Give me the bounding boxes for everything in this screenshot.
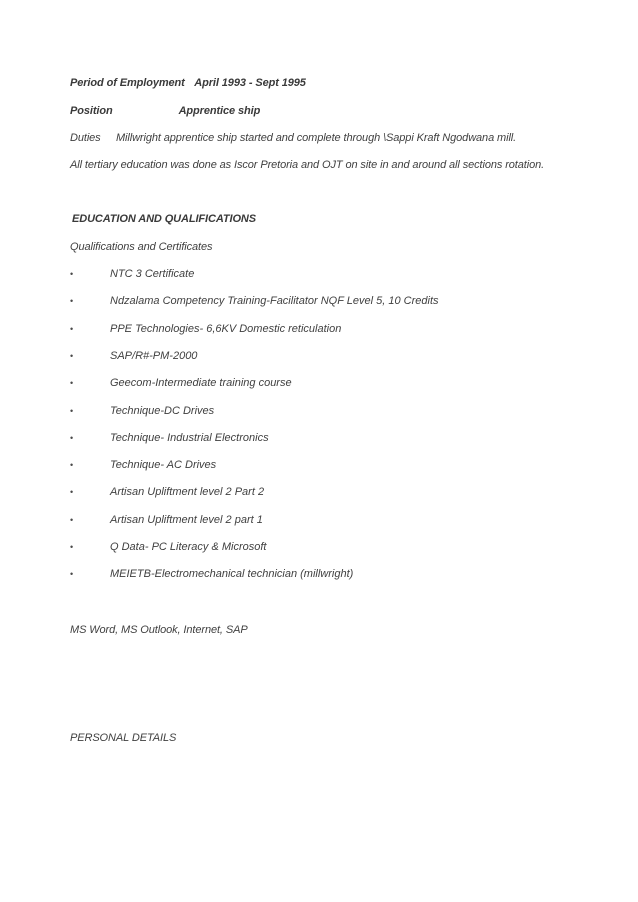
period-of-employment-line: [70, 77, 306, 89]
qualification-item: [70, 514, 263, 526]
duties-line: [70, 132, 516, 144]
tertiary-education-line: All tertiary education was done as Iscor Pretoria and OJT on site in and around all sections rotation.: [70, 159, 545, 171]
period-value: April 1993 - Sept 1995: [194, 77, 306, 89]
qualification-text: Ndzalama Competency Training-Facilitator NQF Level 5, 10 Credits: [110, 295, 439, 308]
bullet-icon: •: [70, 514, 74, 525]
bullet-icon: •: [70, 378, 74, 389]
qualification-item: [70, 541, 267, 553]
duties-label: Duties: [70, 132, 101, 144]
qualification-text: Technique- AC Drives: [110, 459, 217, 472]
qualification-text: Artisan Upliftment level 2 Part 2: [110, 486, 265, 499]
qualification-text: SAP/R#-PM-2000: [110, 349, 198, 362]
qualification-item: [70, 459, 216, 471]
bullet-icon: •: [70, 542, 74, 552]
qualification-text: Technique-DC Drives: [110, 404, 215, 417]
qualification-item: [70, 432, 269, 444]
personal-details-heading: PERSONAL DETAILS: [70, 732, 177, 744]
qualification-text: NTC 3 Certificate: [110, 268, 195, 280]
education-heading: EDUCATION AND QUALIFICATIONS: [72, 213, 256, 225]
bullet-icon: •: [70, 569, 74, 580]
qualification-item: [70, 323, 341, 335]
qualification-item: [70, 295, 439, 307]
qualification-item: [70, 350, 197, 362]
qualification-item: [70, 568, 353, 580]
duties-value: Millwright apprentice ship started and complete through \Sappi Kraft Ngodwana mill.: [115, 132, 517, 144]
position-label: Position: [70, 105, 113, 117]
qualification-text: Artisan Upliftment level 2 part 1: [110, 513, 263, 526]
qualification-text: MEIETB-Electromechanical technician (millwright): [110, 568, 354, 581]
qualification-item: [70, 486, 264, 498]
bullet-icon: •: [70, 487, 74, 498]
skills-line: MS Word, MS Outlook, Internet, SAP: [70, 624, 248, 636]
bullet-icon: •: [70, 269, 74, 279]
period-label: Period of Employment: [70, 77, 185, 89]
qualifications-subheading: Qualifications and Certificates: [70, 241, 213, 253]
position-line: [70, 105, 260, 117]
bullet-icon: •: [70, 432, 74, 443]
bullet-icon: •: [70, 296, 74, 307]
bullet-icon: •: [70, 323, 74, 334]
qualification-text: Technique- Industrial Electronics: [110, 431, 269, 444]
bullet-icon: •: [70, 405, 74, 416]
qualification-text: Q Data- PC Literacy & Microsoft: [110, 541, 267, 553]
qualification-text: PPE Technologies- 6,6KV Domestic reticulation: [110, 322, 342, 335]
bullet-icon: •: [70, 460, 74, 471]
qualification-text: Geecom-Intermediate training course: [110, 377, 292, 390]
position-value: Apprentice ship: [178, 105, 261, 117]
qualification-item: [70, 405, 214, 417]
qualification-item: [70, 268, 194, 280]
qualification-item: [70, 377, 292, 389]
bullet-icon: •: [70, 350, 74, 361]
